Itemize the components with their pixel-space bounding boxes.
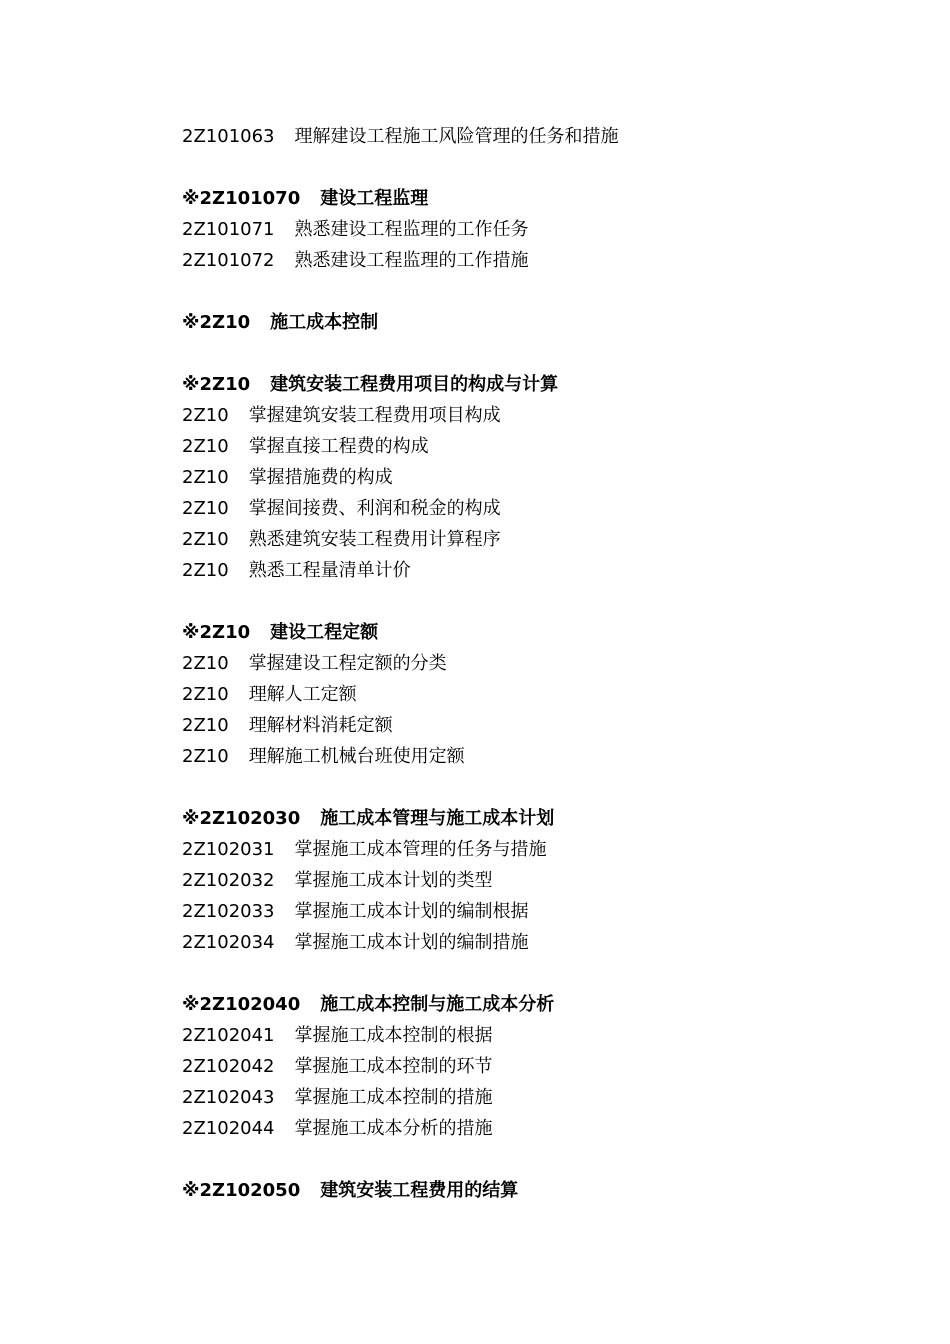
outline-item [182, 1082, 882, 1113]
item-text: 掌握间接费、利润和税金的构成 [248, 498, 501, 519]
item-text: 理解建设工程施工风险管理的任务和措施 [294, 126, 619, 147]
section-heading [182, 369, 882, 400]
item-code: 2Z10 [182, 560, 229, 581]
item-code: 2Z10 [182, 498, 229, 519]
outline-item [182, 741, 882, 772]
outline-item [182, 648, 882, 679]
item-text: 掌握建筑安装工程费用项目构成 [248, 405, 501, 426]
item-text: 掌握施工成本控制的环节 [294, 1056, 493, 1077]
document-page [182, 121, 882, 1206]
item-text: 熟悉建设工程监理的工作措施 [294, 250, 529, 271]
item-text: 理解材料消耗定额 [248, 715, 393, 736]
item-text: 掌握建设工程定额的分类 [248, 653, 447, 674]
heading-text: 建设工程监理 [320, 188, 429, 209]
item-text: 掌握措施费的构成 [248, 467, 393, 488]
heading-text: 建筑安装工程费用项目的构成与计算 [270, 374, 559, 395]
outline-item [182, 1113, 882, 1144]
outline-item [182, 462, 882, 493]
item-text: 掌握施工成本计划的类型 [294, 870, 493, 891]
blank-line [182, 1144, 882, 1175]
item-code: 2Z102042 [182, 1056, 275, 1077]
outline-item [182, 865, 882, 896]
item-text: 掌握施工成本计划的编制根据 [294, 901, 529, 922]
outline-item [182, 834, 882, 865]
blank-line [182, 338, 882, 369]
outline-item [182, 431, 882, 462]
heading-text: 建设工程定额 [270, 622, 379, 643]
heading-code: ※2Z10 [182, 374, 251, 395]
outline-item [182, 710, 882, 741]
item-code: 2Z101071 [182, 219, 275, 240]
item-code: 2Z10 [182, 467, 229, 488]
item-code: 2Z102031 [182, 839, 275, 860]
section-heading [182, 803, 882, 834]
item-text: 掌握施工成本计划的编制措施 [294, 932, 529, 953]
item-code: 2Z10 [182, 653, 229, 674]
heading-code: ※2Z102040 [182, 994, 301, 1015]
blank-line [182, 152, 882, 183]
heading-code: ※2Z101070 [182, 188, 301, 209]
outline-item [182, 214, 882, 245]
item-code: 2Z101072 [182, 250, 275, 271]
item-code: 2Z10 [182, 529, 229, 550]
item-code: 2Z102041 [182, 1025, 275, 1046]
heading-code: ※2Z10 [182, 312, 251, 333]
item-text: 理解施工机械台班使用定额 [248, 746, 465, 767]
blank-line [182, 772, 882, 803]
item-text: 熟悉工程量清单计价 [248, 560, 411, 581]
outline-item [182, 524, 882, 555]
item-code: 2Z10 [182, 405, 229, 426]
item-text: 掌握施工成本控制的根据 [294, 1025, 493, 1046]
blank-line [182, 958, 882, 989]
heading-text: 施工成本控制与施工成本分析 [320, 994, 555, 1015]
item-code: 2Z102043 [182, 1087, 275, 1108]
outline-item [182, 555, 882, 586]
section-heading [182, 307, 882, 338]
blank-line [182, 586, 882, 617]
outline-item [182, 927, 882, 958]
section-heading [182, 1175, 882, 1206]
item-code: 2Z102032 [182, 870, 275, 891]
item-text: 掌握施工成本分析的措施 [294, 1118, 493, 1139]
heading-code: ※2Z10 [182, 622, 251, 643]
item-code: 2Z102033 [182, 901, 275, 922]
outline-item [182, 1020, 882, 1051]
outline-item [182, 679, 882, 710]
section-heading [182, 183, 882, 214]
heading-text: 建筑安装工程费用的结算 [320, 1180, 519, 1201]
item-code: 2Z102044 [182, 1118, 275, 1139]
item-code: 2Z10 [182, 746, 229, 767]
outline-item [182, 121, 882, 152]
outline-item [182, 400, 882, 431]
outline-item [182, 1051, 882, 1082]
heading-code: ※2Z102050 [182, 1180, 301, 1201]
outline-item [182, 245, 882, 276]
item-code: 2Z10 [182, 684, 229, 705]
item-text: 熟悉建筑安装工程费用计算程序 [248, 529, 501, 550]
item-text: 掌握施工成本管理的任务与措施 [294, 839, 547, 860]
outline-item [182, 493, 882, 524]
item-text: 熟悉建设工程监理的工作任务 [294, 219, 529, 240]
item-text: 掌握直接工程费的构成 [248, 436, 429, 457]
section-heading [182, 989, 882, 1020]
section-heading [182, 617, 882, 648]
item-code: 2Z10 [182, 715, 229, 736]
heading-code: ※2Z102030 [182, 808, 301, 829]
blank-line [182, 276, 882, 307]
item-code: 2Z101063 [182, 126, 275, 147]
heading-text: 施工成本管理与施工成本计划 [320, 808, 555, 829]
heading-text: 施工成本控制 [270, 312, 379, 333]
item-text: 理解人工定额 [248, 684, 357, 705]
item-code: 2Z102034 [182, 932, 275, 953]
outline-item [182, 896, 882, 927]
item-text: 掌握施工成本控制的措施 [294, 1087, 493, 1108]
item-code: 2Z10 [182, 436, 229, 457]
